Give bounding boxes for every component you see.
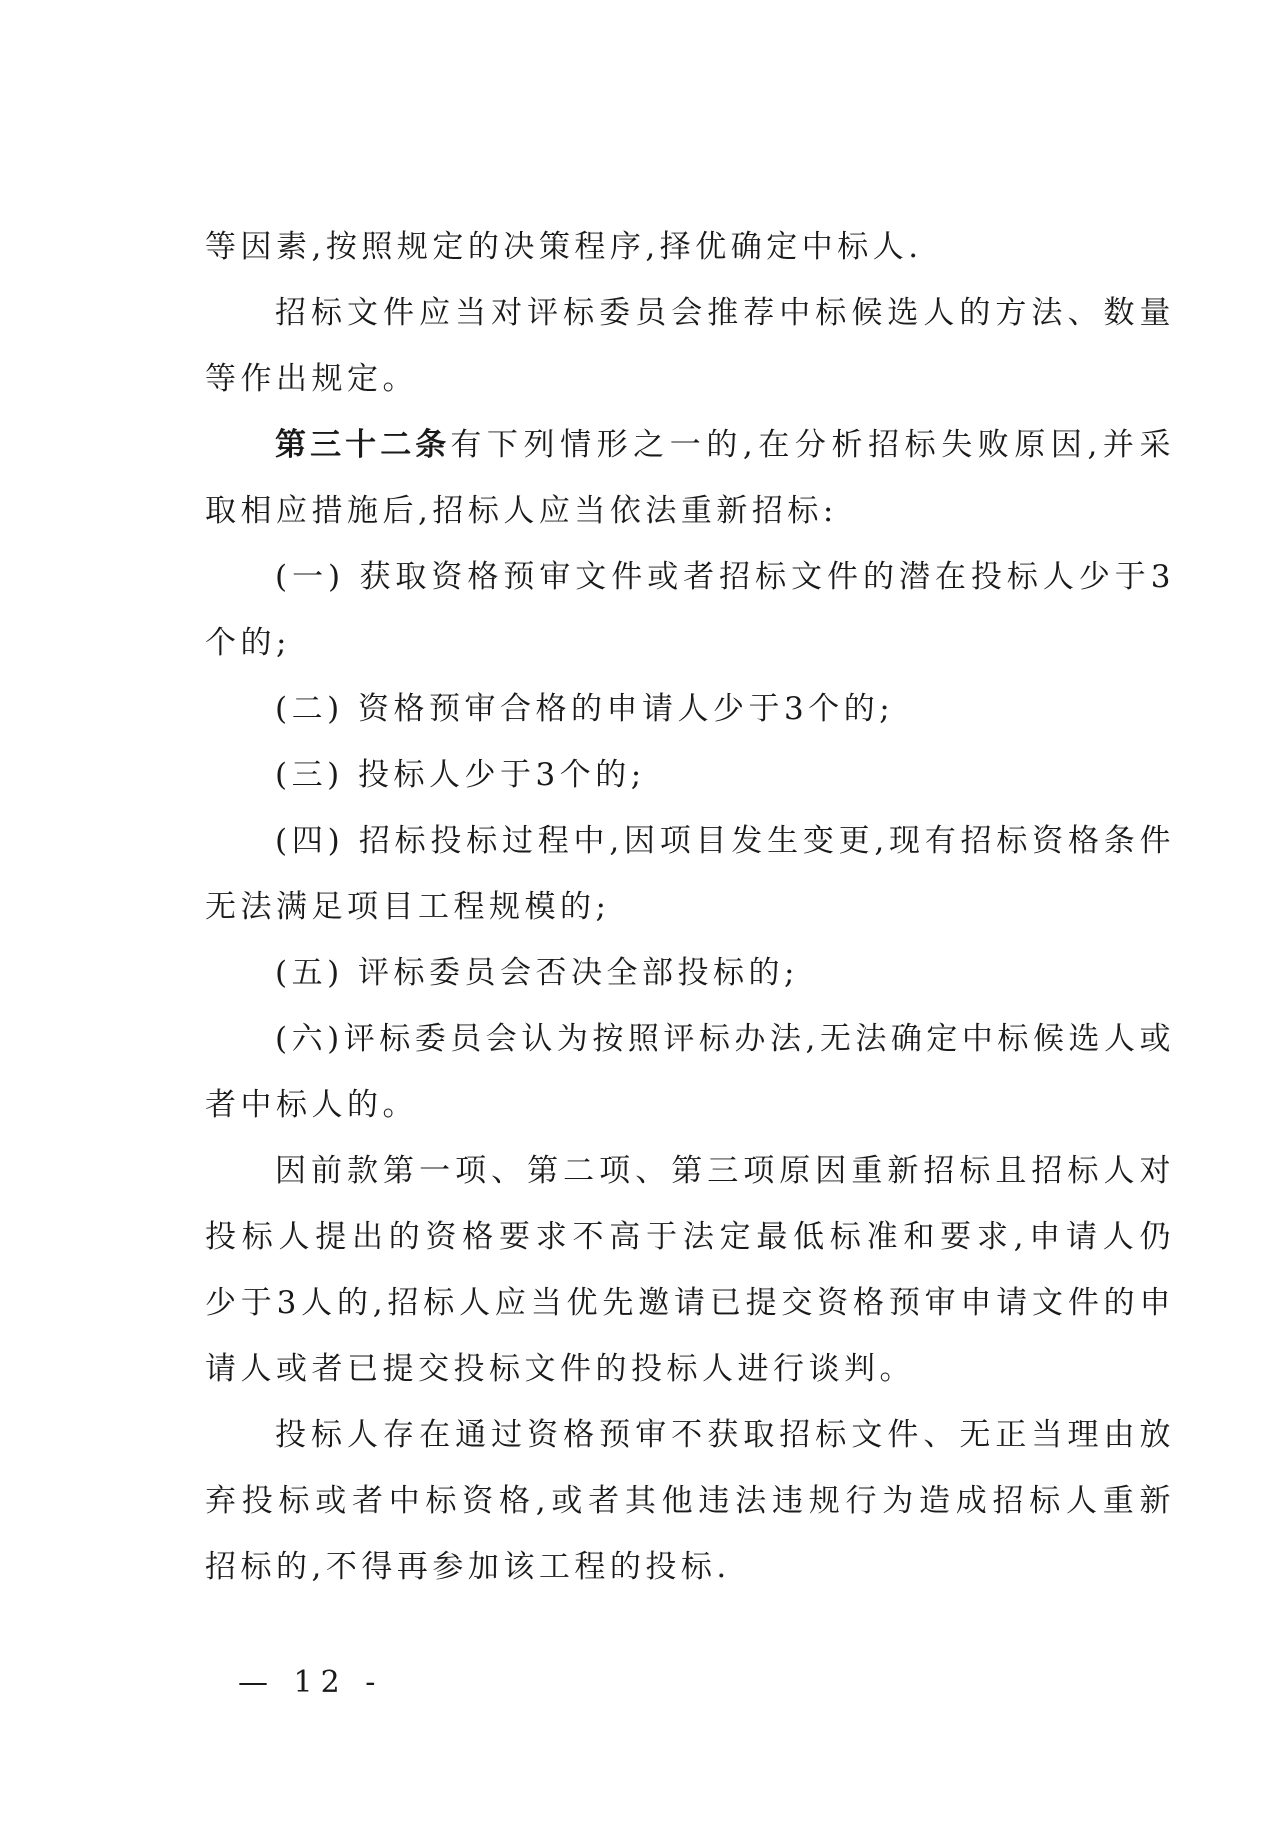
paragraph-rebidding-negotiation: 因前款第一项、第二项、第三项原因重新招标且招标人对投标人提出的资格要求不高于法定最低标准和要求,申请人仍少于3人的,招标人应当优先邀请已提交资格预审申请文件的申请人或者已提交投标文件的投标人进行谈判。 <box>205 1153 1175 1387</box>
paragraph-bidding-documents: 招标文件应当对评标委员会推荐中标候选人的方法、数量等作出规定。 <box>205 295 1175 397</box>
list-item-1: (一) 获取资格预审文件或者招标文件的潜在投标人少于3个的; <box>205 559 1175 661</box>
paragraph-continuation: 等因素,按照规定的决策程序,择优确定中标人. <box>205 229 923 265</box>
list-item-5: (五) 评标委员会否决全部投标的; <box>275 955 799 991</box>
list-item-2: (二) 资格预审合格的申请人少于3个的; <box>275 691 895 727</box>
body-text <box>205 214 1175 1600</box>
paragraph-article-32 <box>205 412 1175 544</box>
article-heading: 第三十二条 <box>275 427 451 463</box>
page-number: — 12 - <box>238 1665 384 1700</box>
list-item-4: (四) 招标投标过程中,因项目发生变更,现有招标资格条件无法满足项目工程规模的; <box>205 823 1175 925</box>
article-text: 有下列情形之一的,在分析招标失败原因,并采取相应措施后,招标人应当依法重新招标: <box>205 427 1175 529</box>
list-item-6: (六)评标委员会认为按照评标办法,无法确定中标候选人或者中标人的。 <box>205 1021 1175 1123</box>
paragraph-bidder-violation: 投标人存在通过资格预审不获取招标文件、无正当理由放弃投标或者中标资格,或者其他违法违规行为造成招标人重新招标的,不得再参加该工程的投标. <box>205 1417 1175 1585</box>
list-item-3: (三) 投标人少于3个的; <box>275 757 646 793</box>
